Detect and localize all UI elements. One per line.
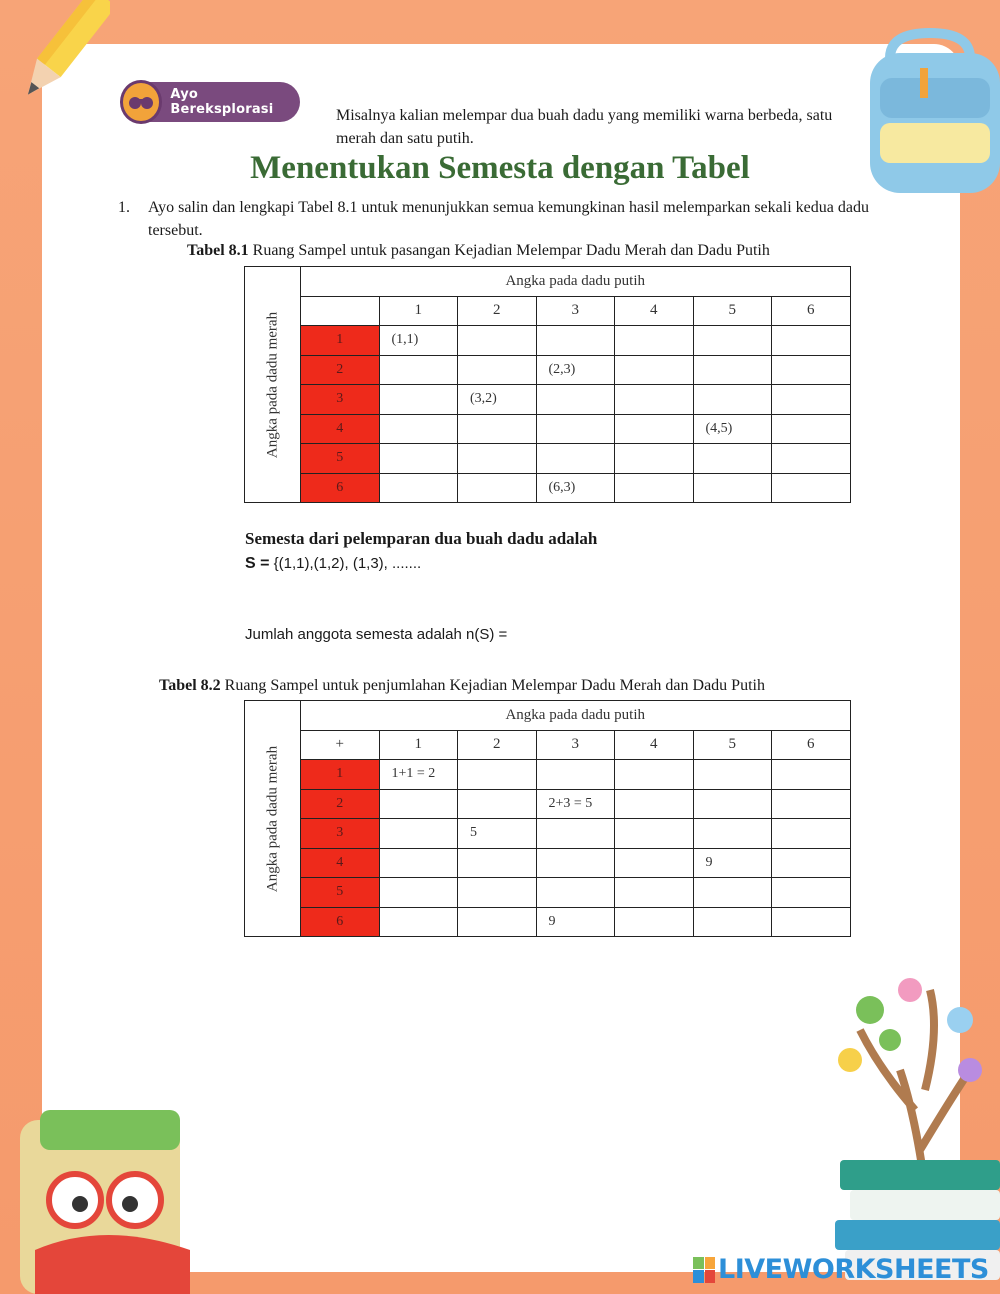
table-cell[interactable] — [379, 444, 458, 474]
table-cell[interactable] — [693, 878, 772, 908]
table-row — [245, 848, 851, 878]
tree-books-illustration — [820, 950, 1000, 1290]
liveworksheets-wordmark: LIVEWORKSHEETS — [718, 1254, 989, 1285]
column-header: 4 — [615, 296, 694, 326]
table1-caption-text: Ruang Sampel untuk pasangan Kejadian Melempar Dadu Merah dan Dadu Putih — [248, 242, 770, 259]
liveworksheets-icon — [693, 1257, 715, 1283]
table-row — [245, 878, 851, 908]
corner-cell: + — [301, 730, 380, 760]
table-cell[interactable] — [615, 907, 694, 937]
row-header: 1 — [301, 326, 380, 356]
table-cell[interactable] — [615, 414, 694, 444]
table-cell[interactable] — [772, 760, 851, 790]
table-cell[interactable] — [536, 444, 615, 474]
column-header: 2 — [458, 296, 537, 326]
table-cell[interactable]: (3,2) — [458, 385, 537, 415]
table-cell[interactable] — [772, 385, 851, 415]
table-cell[interactable] — [536, 385, 615, 415]
table-cell[interactable] — [379, 848, 458, 878]
table1-caption — [187, 242, 770, 260]
page-title: Menentukan Semesta dengan Tabel — [250, 150, 750, 186]
table-cell[interactable]: (2,3) — [536, 355, 615, 385]
table-cell[interactable]: 1+1 = 2 — [379, 760, 458, 790]
table-cell[interactable]: 2+3 = 5 — [536, 789, 615, 819]
table-cell[interactable] — [772, 907, 851, 937]
table-cell[interactable] — [379, 819, 458, 849]
table-cell[interactable] — [458, 907, 537, 937]
table-cell[interactable] — [379, 414, 458, 444]
table-row — [245, 789, 851, 819]
table-cell[interactable] — [693, 789, 772, 819]
book-character-illustration — [0, 1100, 210, 1294]
semesta-section — [245, 526, 597, 576]
table-header: Angka pada dadu putih — [301, 701, 851, 731]
table-cell[interactable]: 9 — [536, 907, 615, 937]
table-cell[interactable] — [615, 355, 694, 385]
table-cell[interactable] — [536, 326, 615, 356]
table-cell[interactable] — [536, 878, 615, 908]
table-cell[interactable] — [458, 414, 537, 444]
row-header: 1 — [301, 760, 380, 790]
column-header: 6 — [772, 296, 851, 326]
table-8-2 — [244, 700, 851, 937]
pencil-icon — [0, 0, 110, 120]
side-label: Angka pada dadu merah — [264, 745, 280, 892]
table-cell[interactable] — [379, 355, 458, 385]
table-cell[interactable] — [379, 789, 458, 819]
column-header: 3 — [536, 730, 615, 760]
table-cell[interactable]: 5 — [458, 819, 537, 849]
instruction-number: 1. — [118, 199, 130, 216]
table-cell[interactable] — [693, 819, 772, 849]
row-header: 3 — [301, 385, 380, 415]
table-cell[interactable] — [615, 385, 694, 415]
side-label-cell — [245, 267, 301, 503]
table-cell[interactable] — [772, 789, 851, 819]
table2-caption-label: Tabel 8.2 — [159, 677, 221, 694]
side-label-cell — [245, 701, 301, 937]
table-row — [245, 326, 851, 356]
table-cell[interactable]: (1,1) — [379, 326, 458, 356]
table-cell[interactable] — [772, 848, 851, 878]
table-cell[interactable] — [693, 444, 772, 474]
table-cell[interactable] — [615, 789, 694, 819]
table-cell[interactable] — [693, 473, 772, 503]
table1-caption-label: Tabel 8.1 — [187, 242, 249, 259]
semesta-s-value: {(1,1),(1,2), (1,3), ....... — [269, 555, 422, 572]
column-header: 1 — [379, 296, 458, 326]
table-cell[interactable] — [772, 355, 851, 385]
table-cell[interactable] — [379, 878, 458, 908]
table-cell[interactable] — [615, 819, 694, 849]
column-header: 5 — [693, 296, 772, 326]
column-header: 5 — [693, 730, 772, 760]
row-header: 4 — [301, 848, 380, 878]
table-cell[interactable] — [693, 385, 772, 415]
table-cell[interactable] — [772, 444, 851, 474]
row-header: 6 — [301, 473, 380, 503]
table-row — [245, 444, 851, 474]
table-cell[interactable] — [379, 907, 458, 937]
corner-cell — [301, 296, 380, 326]
table-cell[interactable]: 9 — [693, 848, 772, 878]
row-header: 6 — [301, 907, 380, 937]
table-cell[interactable] — [536, 760, 615, 790]
side-label: Angka pada dadu merah — [264, 311, 280, 458]
table-cell[interactable] — [458, 444, 537, 474]
table-cell[interactable] — [615, 326, 694, 356]
table-cell[interactable] — [458, 878, 537, 908]
binoculars-icon — [120, 80, 162, 124]
row-header: 4 — [301, 414, 380, 444]
intro-text: Misalnya kalian melempar dua buah dadu yang memiliki warna berbeda, satu merah dan satu putih. — [336, 107, 833, 147]
table-cell[interactable] — [536, 848, 615, 878]
table-header: Angka pada dadu putih — [301, 267, 851, 297]
table-cell[interactable] — [458, 355, 537, 385]
table-cell[interactable] — [615, 473, 694, 503]
table-cell[interactable] — [458, 789, 537, 819]
table-row — [245, 414, 851, 444]
table-cell[interactable] — [536, 819, 615, 849]
row-header: 5 — [301, 444, 380, 474]
table-cell[interactable] — [615, 444, 694, 474]
row-header: 2 — [301, 355, 380, 385]
table2-caption-text: Ruang Sampel untuk penjumlahan Kejadian Melempar Dadu Merah dan Dadu Putih — [220, 677, 765, 694]
liveworksheets-logo — [693, 1254, 989, 1285]
table-cell[interactable] — [458, 760, 537, 790]
table-cell[interactable]: (4,5) — [693, 414, 772, 444]
table-row — [245, 473, 851, 503]
column-header: 1 — [379, 730, 458, 760]
row-header: 5 — [301, 878, 380, 908]
table-cell[interactable] — [772, 819, 851, 849]
column-header: 3 — [536, 296, 615, 326]
ayo-bereksplorasi-badge — [122, 82, 300, 122]
row-header: 3 — [301, 819, 380, 849]
table-row — [245, 355, 851, 385]
table-cell[interactable] — [693, 326, 772, 356]
table-row — [245, 385, 851, 415]
table-cell[interactable] — [772, 473, 851, 503]
badge-label: Ayo Bereksplorasi — [170, 87, 274, 117]
table-cell[interactable] — [772, 878, 851, 908]
jumlah-anggota-text: Jumlah anggota semesta adalah n(S) = — [245, 626, 508, 643]
table-cell[interactable] — [379, 385, 458, 415]
table-cell[interactable] — [615, 848, 694, 878]
table-row — [245, 819, 851, 849]
table-cell[interactable] — [772, 414, 851, 444]
table2-caption — [159, 677, 765, 695]
table-cell[interactable] — [536, 414, 615, 444]
table-cell[interactable] — [458, 848, 537, 878]
table-row — [245, 760, 851, 790]
table-row — [245, 907, 851, 937]
table-cell[interactable] — [615, 760, 694, 790]
column-header: 2 — [458, 730, 537, 760]
semesta-heading: Semesta dari pelemparan dua buah dadu adalah — [245, 529, 598, 548]
table-cell[interactable] — [772, 326, 851, 356]
table-cell[interactable] — [693, 907, 772, 937]
semesta-s-label: S = — [245, 555, 270, 572]
table-cell[interactable] — [693, 355, 772, 385]
instruction-text: Ayo salin dan lengkapi Tabel 8.1 untuk menunjukkan semua kemungkinan hasil melemparkan sekali kedua dadu tersebut. — [148, 199, 869, 239]
row-header: 2 — [301, 789, 380, 819]
table-cell[interactable]: (6,3) — [536, 473, 615, 503]
column-header: 4 — [615, 730, 694, 760]
table-cell[interactable] — [458, 326, 537, 356]
instruction-item-1 — [118, 196, 888, 242]
column-header: 6 — [772, 730, 851, 760]
table-cell[interactable] — [458, 473, 537, 503]
table-cell[interactable] — [379, 473, 458, 503]
table-8-1 — [244, 266, 851, 503]
table-cell[interactable] — [615, 878, 694, 908]
table-cell[interactable] — [693, 760, 772, 790]
